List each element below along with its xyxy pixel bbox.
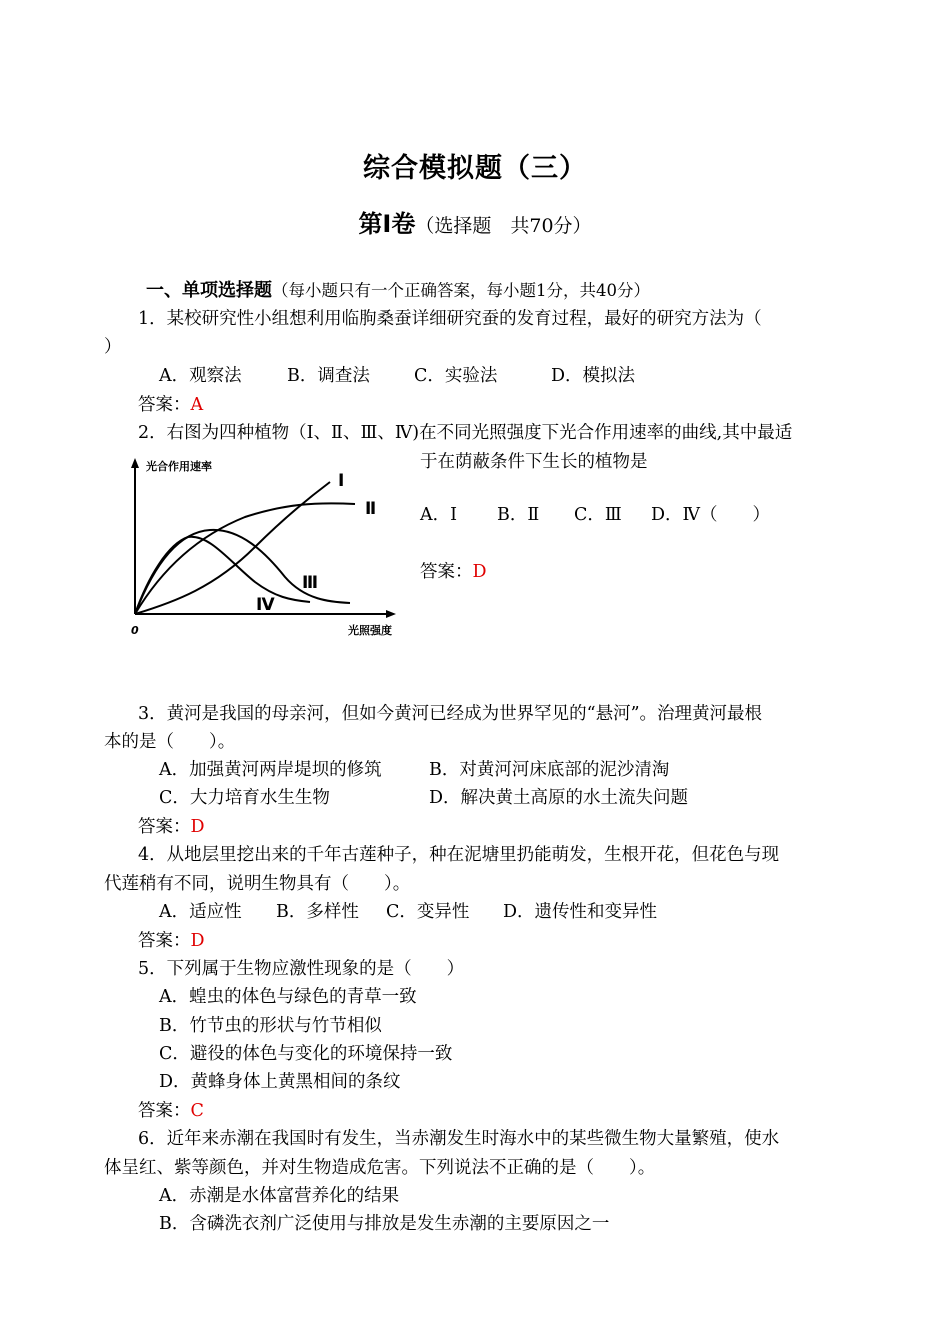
option-c: C．大力培育水生生物: [159, 788, 330, 808]
origin-label: 0: [131, 624, 139, 637]
answer-1: [138, 393, 203, 417]
option-a: A．Ⅰ: [420, 505, 458, 525]
question-3-options-row2: [159, 786, 688, 810]
question-6-text-cont: 体呈红、紫等颜色，并对生物造成危害。下列说法不正确的是（ ）。: [104, 1158, 656, 1178]
section-title: 一、单项选择题: [146, 280, 272, 301]
answer-value: D: [190, 817, 205, 837]
option-a: A．观察法: [159, 366, 242, 386]
answer-label: 答案：: [138, 395, 191, 415]
option-a: A．赤潮是水体富营养化的结果: [159, 1186, 400, 1206]
option-b: B．含磷洗衣剂广泛使用与排放是发生赤潮的主要原因之一: [159, 1214, 610, 1234]
volume-label: 第Ⅰ卷: [358, 210, 416, 238]
volume-subtitle: [0, 204, 950, 239]
question-6-text: 6．近年来赤潮在我国时有发生，当赤潮发生时海水中的某些微生物大量繁殖，使水: [138, 1129, 780, 1149]
answer-5: [138, 1099, 204, 1123]
answer-label: 答案：: [138, 817, 191, 837]
answer-label: 答案：: [138, 1101, 191, 1121]
answer-4: [138, 929, 205, 953]
option-b: B．对黄河河床底部的泥沙清淘: [429, 760, 670, 780]
answer-value: D: [472, 562, 487, 582]
question-3-options-row1: [159, 758, 669, 782]
answer-3: [138, 815, 205, 839]
option-d: D．黄蜂身体上黄黑相间的条纹: [159, 1072, 401, 1092]
answer-2: [420, 560, 487, 584]
answer-value: D: [190, 931, 205, 951]
option-d: D．遗传性和变异性: [503, 902, 658, 922]
question-1-text-cont: ）: [104, 337, 122, 357]
question-2-options: [420, 503, 770, 527]
option-d: D．Ⅳ（ ）: [651, 505, 771, 525]
option-c: C．避役的体色与变化的环境保持一致: [159, 1044, 453, 1064]
option-b: B．竹节虫的形状与竹节相似: [159, 1016, 382, 1036]
question-5-text: 5．下列属于生物应激性现象的是（ ）: [138, 959, 465, 979]
x-axis-arrow: [386, 610, 396, 618]
volume-note: （选择题 共70分）: [415, 215, 592, 237]
answer-label: 答案：: [138, 931, 191, 951]
answer-value: A: [190, 395, 204, 415]
option-a: A．加强黄河两岸堤坝的修筑: [159, 760, 382, 780]
x-axis-label: 光照强度: [348, 624, 392, 637]
question-2-text: 2．右图为四种植物（Ⅰ、Ⅱ、Ⅲ、Ⅳ)在不同光照强度下光合作用速率的曲线,其中最适: [138, 423, 793, 443]
page-title: 综合模拟题（三）: [363, 153, 587, 184]
question-3-text: 3．黄河是我国的母亲河，但如今黄河已经成为世界罕见的“悬河”。治理黄河最根: [138, 704, 763, 724]
curve-label-i: Ⅰ: [338, 471, 345, 491]
option-b: B．Ⅱ: [497, 505, 540, 525]
section-heading: [146, 279, 650, 303]
curve-i: [135, 482, 330, 614]
option-c: C．变异性: [386, 902, 470, 922]
photosynthesis-curve-figure: [120, 452, 405, 642]
option-a: A．蝗虫的体色与绿色的青草一致: [159, 987, 417, 1007]
question-2-text-cont: 于在荫蔽条件下生长的植物是: [420, 452, 648, 472]
option-d: D．解决黄土高原的水土流失问题: [429, 788, 689, 808]
question-1-options: [159, 364, 635, 388]
question-3-text-cont: 本的是（ ）。: [104, 732, 236, 752]
answer-value: C: [190, 1101, 204, 1121]
section-note: （每小题只有一个正确答案，每小题1分，共40分）: [272, 281, 650, 300]
answer-label: 答案：: [420, 562, 473, 582]
curve-label-iv: Ⅳ: [256, 595, 275, 615]
option-c: C．Ⅲ: [574, 505, 622, 525]
question-4-options: [159, 900, 657, 924]
curve-ii: [135, 503, 355, 614]
option-d: D．模拟法: [551, 366, 636, 386]
question-4-text-cont: 代莲稍有不同，说明生物具有（ ）。: [104, 874, 411, 894]
question-4-text: 4．从地层里挖出来的千年古莲种子，种在泥塘里扔能萌发，生根开花，但花色与现: [138, 845, 780, 865]
curve-label-iii: Ⅲ: [302, 573, 319, 593]
option-b: B．调查法: [287, 366, 370, 386]
curve-label-ii: Ⅱ: [365, 499, 377, 519]
question-1-text: 1．某校研究性小组想利用临朐桑蚕详细研究蚕的发育过程，最好的研究方法为（: [138, 309, 762, 329]
option-c: C．实验法: [414, 366, 498, 386]
y-axis-label: 光合作用速率: [146, 460, 212, 473]
option-b: B．多样性: [276, 902, 359, 922]
y-axis-arrow: [131, 458, 139, 468]
option-a: A．适应性: [159, 902, 242, 922]
